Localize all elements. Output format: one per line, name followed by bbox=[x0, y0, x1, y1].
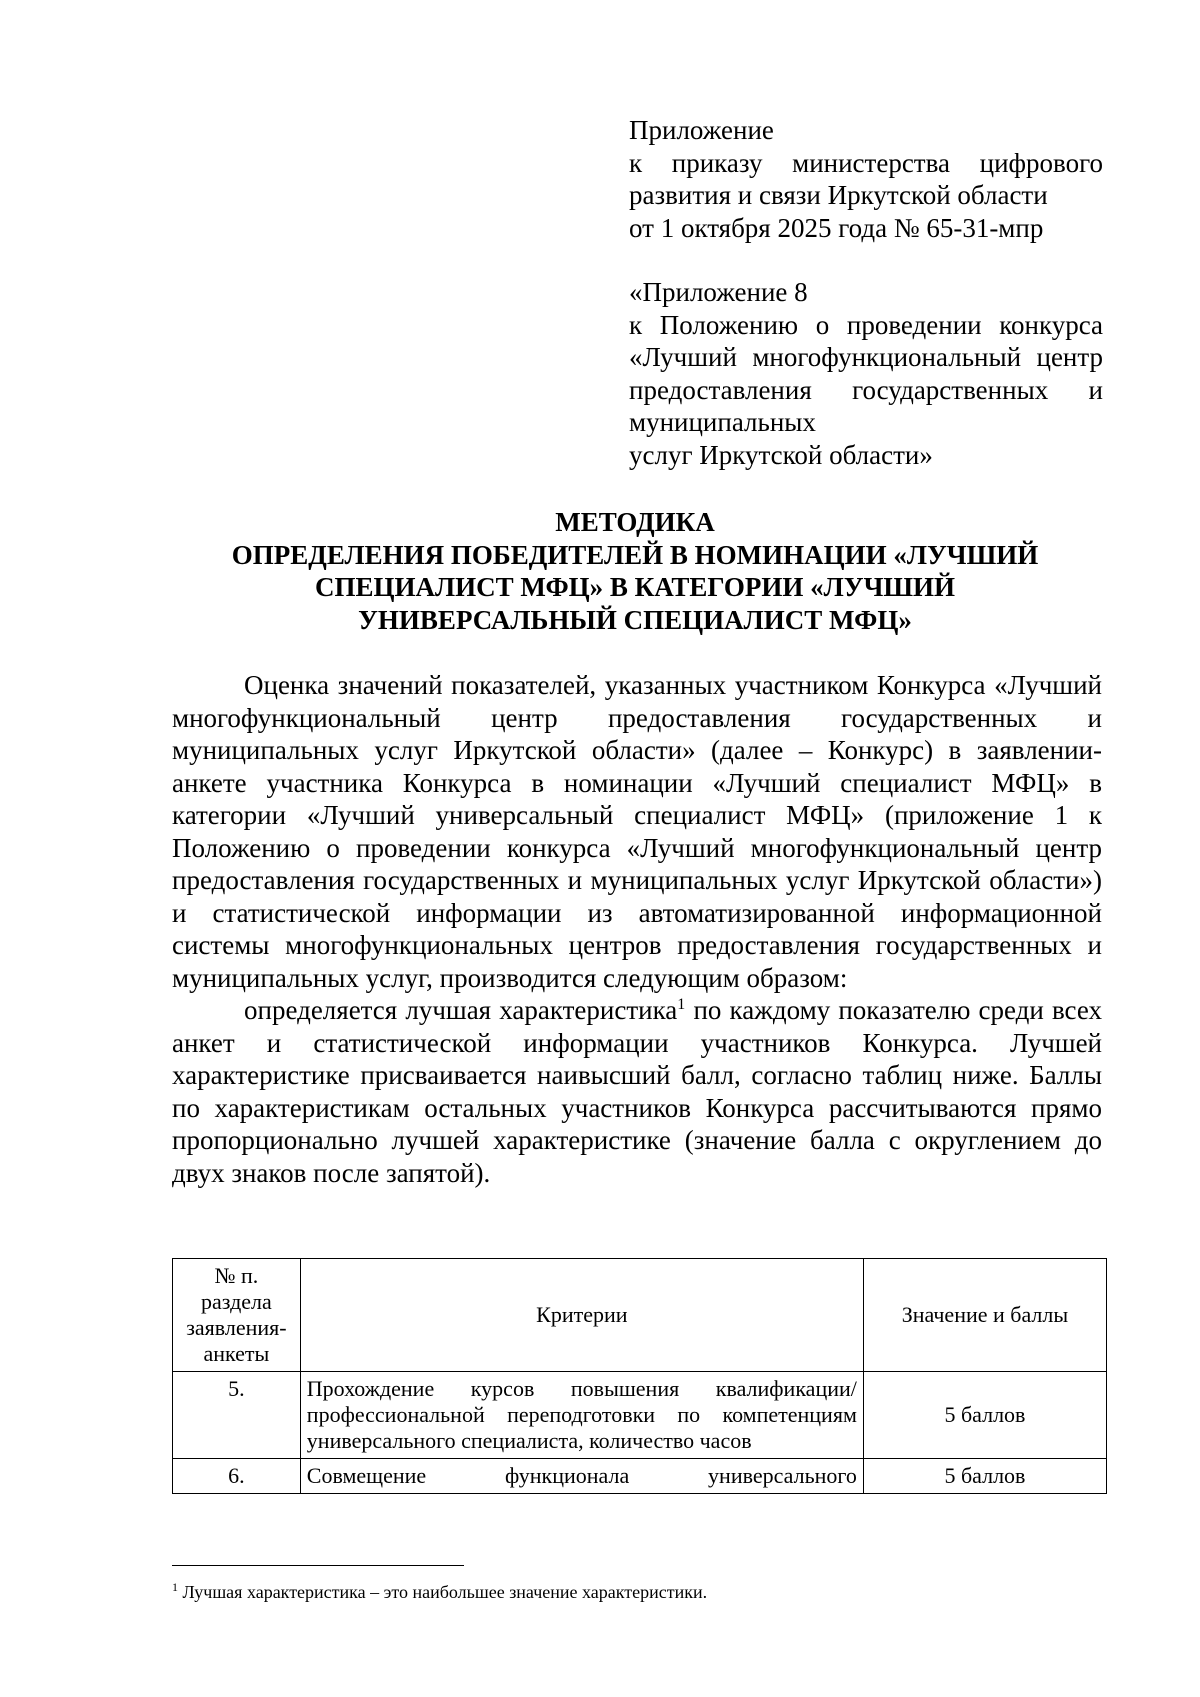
footnote-mark: 1 bbox=[172, 1580, 178, 1594]
footnote bbox=[172, 1581, 1102, 1603]
paragraph-2-rest: по каждому показателю среди всех анкет и статистической информации участников Конкурса. Лучшей характеристике присваивается наивысший балл, согласно таблиц ниже. Баллы по характеристикам остальных участников Конкурса рассчитываются прямо пропорционально лучшей характеристике (значение балла с округлением до двух знаков после запятой). bbox=[172, 995, 1103, 1188]
table-row bbox=[173, 1372, 1107, 1459]
row-values: 5 баллов bbox=[863, 1372, 1106, 1459]
criteria-table bbox=[172, 1258, 1107, 1494]
footnote-separator bbox=[172, 1565, 464, 1566]
footnote-text: Лучшая характеристика – это наибольшее значение характеристики. bbox=[178, 1582, 708, 1602]
approval-block bbox=[629, 114, 1103, 471]
footnote-reference[interactable]: 1 bbox=[677, 996, 686, 1013]
body-paragraph-2 bbox=[172, 994, 1102, 1189]
paragraph-2-start: определяется лучшая характеристика bbox=[244, 995, 678, 1025]
appendix-regulation-reference: к Положению о проведении конкурса «Лучший многофункциональный центр предоставления государственных и муниципальных bbox=[629, 309, 1103, 437]
header-number: № п. раздела заявления-анкеты bbox=[173, 1259, 301, 1372]
table-header-row bbox=[173, 1259, 1107, 1372]
header-criteria: Критерии bbox=[300, 1259, 863, 1372]
header-values: Значение и баллы bbox=[863, 1259, 1106, 1372]
title-line: МЕТОДИКА bbox=[555, 507, 715, 537]
approval-order-reference: к приказу министерства цифрового развития и связи Иркутской области bbox=[629, 147, 1103, 210]
document-body bbox=[172, 669, 1102, 1189]
approval-heading: Приложение bbox=[629, 115, 774, 145]
row-criteria: Прохождение курсов повышения квалификации/ профессиональной переподготовки по компетенциям универсального специалиста, количество часов bbox=[300, 1372, 863, 1459]
title-line: СПЕЦИАЛИСТ МФЦ» В КАТЕГОРИИ «ЛУЧШИЙ bbox=[314, 572, 956, 602]
approval-gap bbox=[629, 244, 1103, 276]
body-paragraph-1: Оценка значений показателей, указанных участником Конкурса «Лучший многофункциональный центр предоставления государственных и муниципальных услуг Иркутской области» (далее – Конкурс) в заявлении-анкете участника Конкурса в номинации «Лучший специалист МФЦ» в категории «Лучший универсальный специалист МФЦ» (приложение 1 к Положению о проведении конкурса «Лучший многофункциональный центр предоставления государственных и муниципальных услуг Иркутской области») и статистической информации из автоматизированной информационной системы многофункциональных центров предоставления государственных и муниципальных услуг, производится следующим образом: bbox=[172, 670, 1102, 993]
title-line: УНИВЕРСАЛЬНЫЙ СПЕЦИАЛИСТ МФЦ» bbox=[358, 604, 912, 635]
appendix-heading: «Приложение 8 bbox=[629, 277, 808, 307]
row-criteria: Совмещение функционала универсального bbox=[300, 1459, 863, 1494]
row-number: 5. bbox=[173, 1372, 301, 1459]
title-line: ОПРЕДЕЛЕНИЯ ПОБЕДИТЕЛЕЙ В НОМИНАЦИИ «ЛУЧШИЙ bbox=[231, 539, 1039, 570]
table-row bbox=[173, 1459, 1107, 1494]
row-values: 5 баллов bbox=[863, 1459, 1106, 1494]
appendix-regulation-end: услуг Иркутской области» bbox=[629, 439, 933, 470]
document-title bbox=[170, 506, 1100, 636]
approval-order-date: от 1 октября 2025 года № 65-31-мпр bbox=[629, 212, 1044, 243]
row-number: 6. bbox=[173, 1459, 301, 1494]
